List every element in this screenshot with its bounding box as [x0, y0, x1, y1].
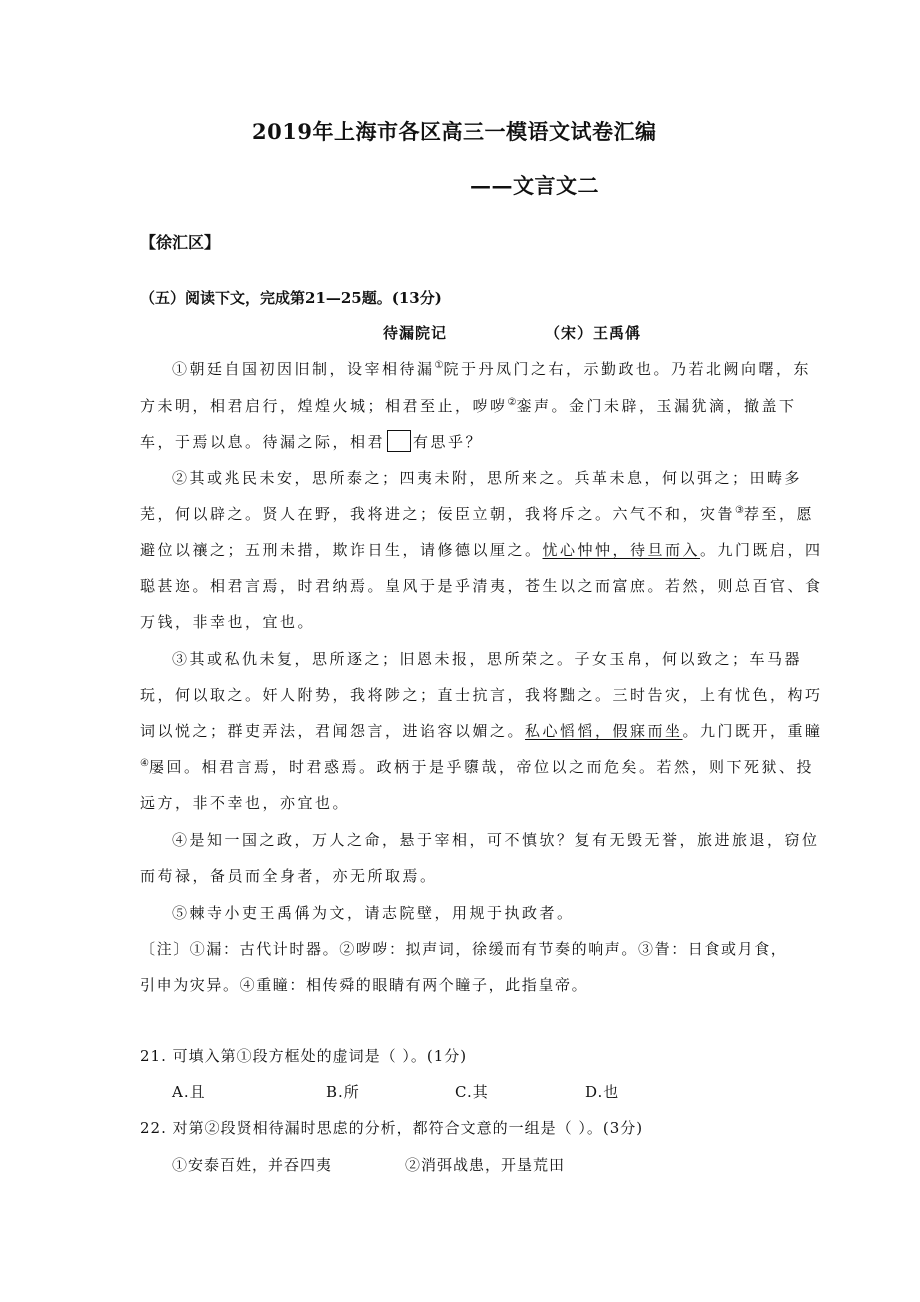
fill-in-blank-box — [387, 430, 411, 452]
paragraph-line: 聪甚迩。相君言焉，时君纳焉。皇风于是乎清夷，苍生以之而富庶。若然，则总百官、食 — [140, 577, 823, 595]
paragraph-line: ④是知一国之政，万人之命，悬于宰相，可不慎欤？复有无毁无誉，旅进旅退，窃位 — [172, 831, 820, 849]
option-d: D.也 — [585, 1083, 620, 1101]
paragraph-line: ④屡回。相君言焉，时君惑焉。政柄于是乎隳哉，帝位以之而危矣。若然，则下死狱、投 — [140, 758, 814, 776]
statement-1: ①安泰百姓，并吞四夷 — [172, 1156, 333, 1174]
paragraph-line: 万钱，非幸也，宜也。 — [140, 613, 316, 631]
district-label: 【徐汇区】 — [140, 233, 221, 252]
footnote-line: 引申为灾异。④重瞳：相传舜的眼睛有两个瞳子，此指皇帝。 — [140, 976, 589, 994]
question-text: 22. 对第②段贤相待漏时思虑的分析，都符合文意的一组是（ ）。(3分) — [140, 1119, 644, 1137]
poem-author: （宋）王禹偁 — [545, 324, 642, 342]
paragraph-line: 芜，何以辟之。贤人在野，我将进之；佞臣立朝，我将斥之。六气不和，灾眚③荐至，愿 — [140, 505, 814, 523]
footnote-line: 〔注〕①漏：古代计时器。②哕哕：拟声词，徐缓而有节奏的响声。③眚：日食或月食， — [140, 940, 788, 958]
underlined-sentence: 忧心忡忡，待旦而入 — [542, 541, 701, 559]
paragraph-line: 方未明，相君启行，煌煌火城；相君至止，哕哕②銮声。金门未辟，玉漏犹滴，撤盖下 — [140, 397, 797, 415]
paragraph-line: 避位以禳之；五刑未措，欺诈日生，请修德以厘之。忧心忡忡，待旦而入。九门既启，四 — [140, 541, 823, 559]
paragraph-line: 而苟禄，备员而全身者，亦无所取焉。 — [140, 867, 438, 885]
option-a: A.且 — [172, 1083, 206, 1101]
paragraph-line: 远方，非不幸也，亦宜也。 — [140, 794, 351, 812]
poem-title: 待漏院记 — [383, 324, 448, 342]
paragraph-line: 车，于焉以息。待漏之际，相君 有思乎？ — [140, 430, 483, 452]
paragraph-line: ③其或私仇未复，思所逐之；旧恩未报，思所荣之。子女玉帛，何以致之；车马器 — [172, 650, 803, 668]
document-subtitle: ——文言文二 — [470, 173, 599, 198]
paragraph-line: 词以悦之；群吏弄法，君闻怨言，进谄容以媚之。私心慆慆，假寐而坐。九门既开，重瞳 — [140, 722, 823, 740]
underlined-sentence: 私心慆慆，假寐而坐 — [525, 722, 683, 740]
section-heading: （五）阅读下文，完成第21—25题。(13分) — [140, 289, 442, 307]
statement-2: ②消弭战患，开垦荒田 — [405, 1156, 566, 1174]
paragraph-line: ②其或兆民未安，思所泰之；四夷未附，思所来之。兵革未息，何以弭之；田畴多 — [172, 469, 803, 487]
option-b: B.所 — [326, 1083, 360, 1101]
paragraph-line: ⑤棘寺小吏王禹偁为文，请志院壁，用规于执政者。 — [172, 904, 575, 922]
paragraph-line: ①朝廷自国初因旧制，设宰相待漏①院于丹凤门之右，示勤政也。乃若北阙向曙，东 — [172, 360, 811, 378]
question-text: 21. 可填入第①段方框处的虚词是（ ）。(1分) — [140, 1047, 468, 1065]
document-title: 2019年上海市各区高三一模语文试卷汇编 — [252, 119, 657, 144]
option-c: C.其 — [455, 1083, 489, 1101]
paragraph-line: 玩，何以取之。奸人附势，我将陟之；直士抗言，我将黜之。三时告灾，上有忧色，构巧 — [140, 686, 823, 704]
